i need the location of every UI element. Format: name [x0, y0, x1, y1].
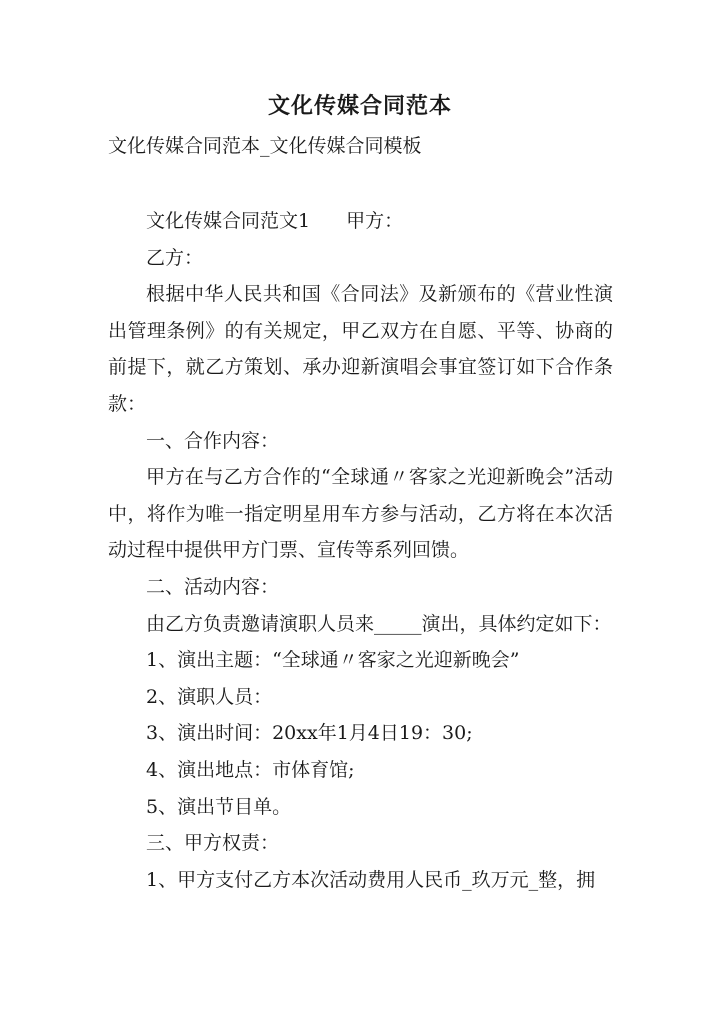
- paragraph: 乙方：: [146, 246, 204, 269]
- list-item: 4、演出地点：市体育馆;: [146, 758, 355, 781]
- document-title: 文化传媒合同范本: [267, 93, 452, 119]
- document-body: [108, 203, 613, 898]
- list-item: 1、甲方支付乙方本次活动费用人民币_玖万元_整，拥: [146, 868, 596, 891]
- section-heading: 三、甲方权责：: [146, 832, 280, 855]
- section-heading: 一、合作内容：: [146, 429, 280, 452]
- paragraph: 根据中华人民共和国《合同法》及新颁布的《营业性演出管理条例》的有关规定，甲乙双方在自愿、平等、协商的前提下，就乙方策划、承办迎新演唱会事宜签订如下合作条款：: [108, 283, 613, 415]
- paragraph-first-line: [108, 203, 613, 240]
- contract-sample-label: 文化传媒合同范文1: [146, 210, 311, 232]
- list-item: 2、演职人员：: [146, 685, 273, 708]
- list-item: 5、演出节目单。: [146, 795, 292, 818]
- section-heading: 二、活动内容：: [146, 575, 280, 598]
- party-a-label: 甲方：: [346, 210, 404, 232]
- paragraph: 由乙方负责邀请演职人员来_____演出，具体约定如下：: [146, 612, 612, 635]
- list-item: 3、演出时间：20xx年1月4日19：30;: [146, 722, 473, 745]
- document-subtitle: 文化传媒合同范本_文化传媒合同模板: [108, 135, 422, 157]
- paragraph: 甲方在与乙方合作的“全球通〃客家之光迎新晚会”活动中，将作为唯一指定明星用车方参与活动，乙方将在本次活动过程中提供甲方门票、宣传等系列回馈。: [108, 466, 613, 562]
- list-item: 1、演出主题：“全球通〃客家之光迎新晚会”: [146, 649, 520, 672]
